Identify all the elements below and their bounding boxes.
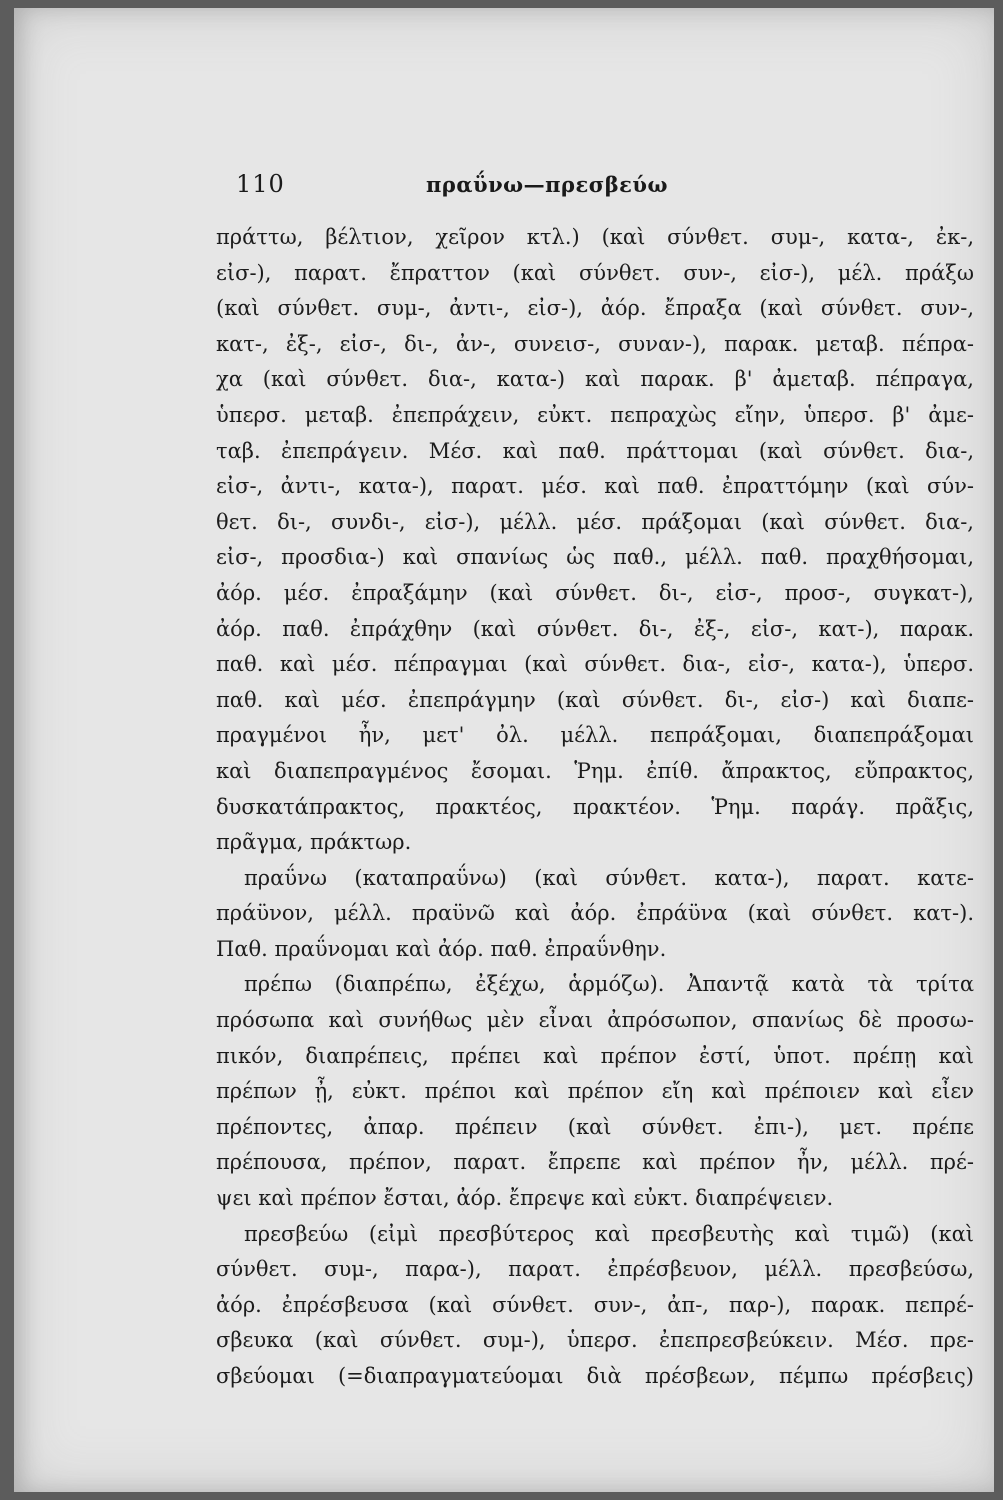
text-line: παθ. καὶ μέσ. πέπραγμαι (καὶ σύνθετ. δια-, εἰσ-, κατα-), ὑπερσ. xyxy=(216,652,974,677)
entry-line-prepw: πρέπω (διαπρέπω, ἐξέχω, ἁρμόζω). Ἀπαντᾷ κατὰ τὰ τρίτα xyxy=(244,972,974,997)
text-line: σύνθετ. συμ-, παρα-), παρατ. ἐπρέσβευον, μέλλ. πρεσβεύσω, xyxy=(216,1257,974,1282)
text-line: κατ-, ἐξ-, εἰσ-, δι-, ἀν-, συνεισ-, συναν-), παρακ. μεταβ. πέπρα- xyxy=(216,331,974,356)
text-line: σβευκα (καὶ σύνθετ. συμ-), ὑπερσ. ἐπεπρεσβεύκειν. Μέσ. πρε- xyxy=(216,1328,974,1353)
text-line: πικόν, διαπρέπεις, πρέπει καὶ πρέπον ἐστί, ὑποτ. πρέπῃ καὶ xyxy=(216,1043,974,1068)
text-line: ἀόρ. μέσ. ἐπραξάμην (καὶ σύνθετ. δι-, εἰσ-, προσ-, συγκατ-), xyxy=(216,580,974,605)
text-line: ἀόρ. παθ. ἐπράχθην (καὶ σύνθετ. δι-, ἐξ-, εἰσ-, κατ-), παρακ. xyxy=(216,616,974,641)
text-line: πρόσωπα καὶ συνήθως μὲν εἶναι ἀπρόσωπον, σπανίως δὲ προσω- xyxy=(216,1008,974,1033)
text-line: ψει καὶ πρέπον ἔσται, ἀόρ. ἔπρεψε καὶ εὐκτ. διαπρέψειεν. xyxy=(216,1186,834,1211)
entry-line-presbeuw: πρεσβεύω (εἰμὶ πρεσβύτερος καὶ πρεσβευτὴς καὶ τιμῶ) (καὶ xyxy=(244,1221,974,1246)
text-line: Παθ. πραΰνομαι καὶ ἀόρ. παθ. ἐπραΰνθην. xyxy=(216,936,667,961)
text-line: πρᾶγμα, πράκτωρ. xyxy=(216,830,412,855)
text-line: καὶ διαπεπραγμένος ἔσομαι. Ῥημ. ἐπίθ. ἄπρακτος, εὔπρακτος, xyxy=(216,758,974,783)
entry-line-praynw: πραΰνω (καταπραΰνω) (καὶ σύνθετ. κατα-), παρατ. κατε- xyxy=(244,865,974,890)
text-line: εἰσ-, ἀντι-, κατα-), παρατ. μέσ. καὶ παθ. ἐπραττόμην (καὶ σύν- xyxy=(216,474,974,499)
text-line: χα (καὶ σύνθετ. δια-, κατα-) καὶ παρακ. β' ἀμεταβ. πέπραγα, xyxy=(216,367,974,392)
text-line: ὑπερσ. μεταβ. ἐπεπράχειν, εὐκτ. πεπραχὼς εἴην, ὑπερσ. β' ἀμε- xyxy=(216,402,974,427)
text-line: πρέποντες, ἀπαρ. πρέπειν (καὶ σύνθετ. ἐπι-), μετ. πρέπε xyxy=(216,1114,974,1139)
text-line: σβεύομαι (=διαπραγματεύομαι διὰ πρέσβεων, πέμπω πρέσβεις) xyxy=(216,1364,974,1388)
text-line: δυσκατάπρακτος, πρακτέος, πρακτέον. Ῥημ. παράγ. πρᾶξις, xyxy=(216,794,974,819)
text-line: (καὶ σύνθετ. συμ-, ἀντι-, εἰσ-), ἀόρ. ἔπραξα (καὶ σύνθετ. συν-, xyxy=(216,296,974,321)
text-line: ταβ. ἐπεπράγειν. Μέσ. καὶ παθ. πράττομαι (καὶ σύνθετ. δια-, xyxy=(216,438,974,463)
dictionary-text xyxy=(216,220,974,1395)
text-line: πρέπουσα, πρέπον, παρατ. ἔπρεπε καὶ πρέπον ἦν, μέλλ. πρέ- xyxy=(216,1150,974,1175)
text-line: παθ. καὶ μέσ. ἐπεπράγμην (καὶ σύνθετ. δι-, εἰσ-) καὶ διαπε- xyxy=(216,687,974,712)
text-line: πράττω, βέλτιον, χεῖρον κτλ.) (καὶ σύνθετ. συμ-, κατα-, ἐκ-, xyxy=(216,225,974,249)
text-line: εἰσ-, προσδια-) καὶ σπανίως ὡς παθ., μέλλ. παθ. πραχθήσομαι, xyxy=(216,545,974,570)
text-line: πρέπων ᾖ, εὐκτ. πρέποι καὶ πρέπον εἴη καὶ πρέποιεν καὶ εἶεν xyxy=(216,1079,974,1104)
running-head xyxy=(14,166,994,206)
text-line: πραγμένοι ἦν, μετ' ὀλ. μέλλ. πεπράξομαι, διαπεπράξομαι xyxy=(216,723,974,748)
text-line: θετ. δι-, συνδι-, εἰσ-), μέλλ. μέσ. πράξομαι (καὶ σύνθετ. δια-, xyxy=(216,509,974,534)
text-line: ἀόρ. ἐπρέσβευσα (καὶ σύνθετ. συν-, ἀπ-, παρ-), παρακ. πεπρέ- xyxy=(216,1292,974,1317)
text-line: πράϋνον, μέλλ. πραϋνῶ καὶ ἀόρ. ἐπράϋνα (καὶ σύνθετ. κατ-). xyxy=(216,901,974,926)
running-title: πραΰνω—πρεσβεύω xyxy=(426,172,668,197)
book-page xyxy=(14,8,994,1492)
text-line: εἰσ-), παρατ. ἔπραττον (καὶ σύνθετ. συν-, εἰσ-), μέλ. πράξω xyxy=(216,260,974,285)
page-number: 110 xyxy=(236,170,285,198)
